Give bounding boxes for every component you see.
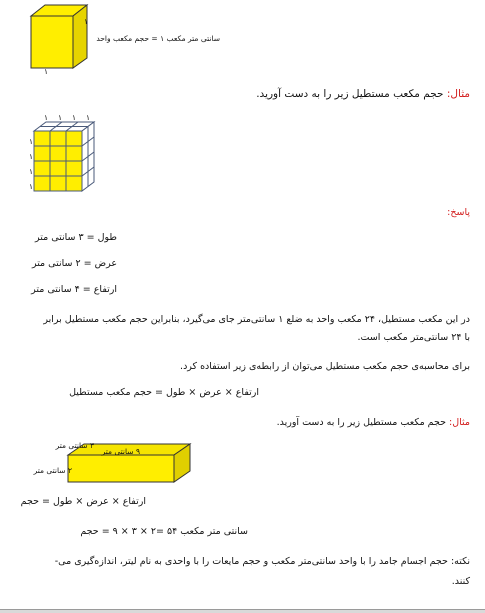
cuboid-grid-drawing (28, 116, 108, 200)
side-mark-3: ۱ (29, 167, 34, 176)
top-mark-4: ۱ (86, 113, 91, 122)
answer-height: ارتفاع = ۴ سانتی متر (31, 284, 117, 295)
side-mark-2: ۱ (29, 152, 34, 161)
unit-cube-label: سانتی متر مکعب ۱ = حجم مکعب واحد (96, 34, 220, 43)
example2-heading: مثال: (449, 417, 470, 428)
answer-length: طول = ۳ سانتی متر (34, 232, 117, 243)
cuboid-grid-figure (28, 116, 108, 200)
note-line1: نکته: حجم اجسام جامد را با واحد سانتی‌متر مکعب و حجم مایعات را با واحدی به نام لیتر، اندازه‌گیری می- (54, 556, 470, 567)
volume-formula: ارتفاع × عرض × طول = حجم مکعب مستطیل (69, 387, 259, 398)
answer-heading: پاسخ: (447, 207, 470, 218)
answer-paragraph-line2: با ۲۴ سانتی‌متر مکعب است. (357, 332, 470, 343)
unit-cube-drawing (25, 2, 95, 74)
example1-prompt: حجم مکعب مستطیل زیر را به دست آورید. (256, 88, 444, 100)
example1-line (200, 86, 470, 102)
label-height-2: ۲ سانتی متر (33, 466, 72, 475)
example1-heading: مثال: (446, 88, 470, 100)
note-line2: کنند. (451, 576, 470, 587)
top-mark-3: ۱ (72, 113, 77, 122)
page-bottom-border (0, 609, 485, 613)
answer-paragraph-line1: در این مکعب مستطیل، ۲۴ مکعب واحد به ضلع ۱ سانتی‌متر جای می‌گیرد، بنابراین حجم مکعب مستطیل برابر (43, 314, 470, 325)
answer-width: عرض = ۲ سانتی متر (31, 258, 117, 269)
example2-prompt: حجم مکعب مستطیل زیر را به دست آورید. (276, 417, 447, 428)
unit-cube-edge-right: ۱ (84, 17, 89, 26)
label-depth-3: ۳ سانتی متر (55, 441, 94, 450)
unit-cube-figure (25, 2, 95, 74)
side-mark-1: ۱ (29, 137, 34, 146)
example2-formula: ارتفاع × عرض × طول = حجم (20, 496, 146, 507)
label-length-9: ۹ سانتی متر (101, 447, 140, 456)
example2-line (200, 416, 470, 430)
top-mark-1: ۱ (44, 113, 49, 122)
top-mark-2: ۱ (58, 113, 63, 122)
side-mark-4: ۱ (29, 182, 34, 191)
unit-cube-edge-bottom: ۱ (44, 67, 49, 76)
formula-intro: برای محاسبه‌ی حجم مکعب مستطیل می‌توان از رابطه‌ی زیر استفاده کرد. (180, 361, 470, 372)
example2-calculation: سانتی متر مکعب ۵۴ =۲ × ۳ × ۹ = حجم (80, 526, 248, 537)
